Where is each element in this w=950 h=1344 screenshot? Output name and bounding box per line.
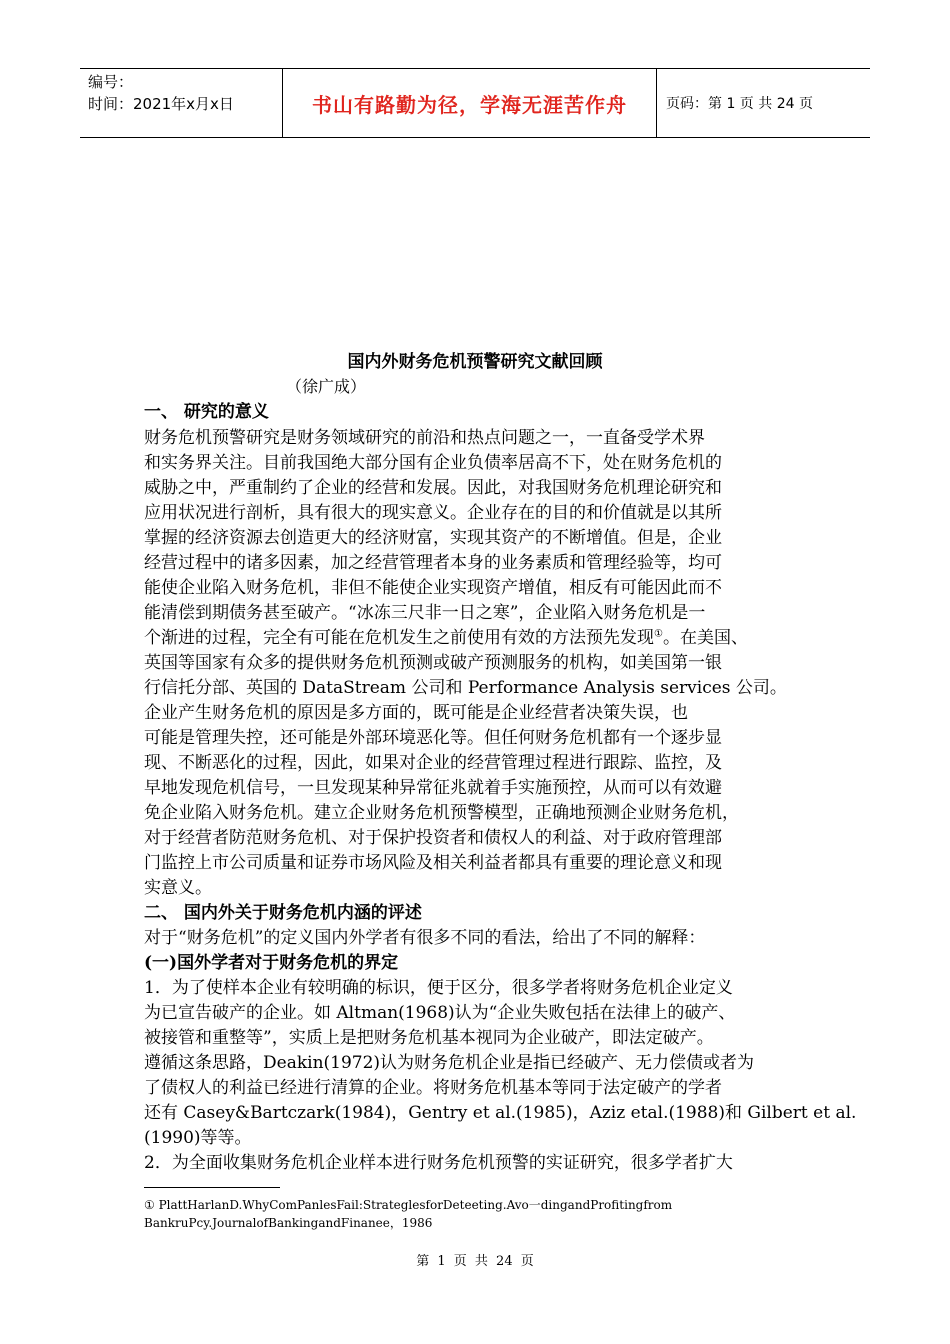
page-number: 第 1 页 共 24 页 [416,1254,534,1269]
text-line: 门监控上市公司质量和证券市场风险及相关利益者都具有重要的理论意义和现 [144,853,722,873]
text-line: (1990)等等。 [144,1128,252,1148]
text-line: 能清偿到期债务甚至破产。“冰冻三尺非一日之寒”，企业陷入财务危机是一 [144,603,706,623]
text-line: 企业产生财务危机的原因是多方面的，既可能是企业经营者决策失误，也 [144,703,688,723]
text-line: 和实务界关注。目前我国绝大部分国有企业负债率居高不下，处在财务危机的 [144,453,722,473]
header-meta [88,71,278,115]
text-line: 财务危机预警研究是财务领域研究的前沿和热点问题之一，一直备受学术界 [144,428,705,448]
text-line: 经营过程中的诸多因素，加之经营管理者本身的业务素质和管理经验等，均可 [144,553,722,573]
header-page-info: 页码：第 1 页 共 24 页 [666,96,813,112]
text-line: 行信托分部、英国的 DataStream 公司和 Performance Analysis services 公司。 [144,678,787,698]
text-line: 应用状况进行剖析，具有很大的现实意义。企业存在的目的和价值就是以其所 [144,503,722,523]
author: （徐广成） [286,377,367,396]
time-label: 时间：2021年x月x日 [88,95,234,113]
text-line: 遵循这条思路，Deakin(1972)认为财务危机企业是指已经破产、无力偿债或者为 [144,1053,755,1073]
text-line: 可能是管理失控，还可能是外部环境恶化等。但任何财务危机都有一个逐步显 [144,728,722,748]
text-line: 2．为全面收集财务危机企业样本进行财务危机预警的实证研究，很多学者扩大 [144,1153,733,1173]
text-line: 能使企业陷入财务危机，非但不能使企业实现资产增值，相反有可能因此而不 [144,578,722,598]
section-heading: 一、 研究的意义 [144,402,269,422]
text-line: 英国等国家有众多的提供财务危机预测或破产预测服务的机构，如美国第一银 [144,653,722,673]
text-line: 威胁之中，严重制约了企业的经营和发展。因此，对我国财务危机理论研究和 [144,478,722,498]
text-line: 对于“财务危机”的定义国内外学者有很多不同的看法，给出了不同的解释： [144,928,706,948]
text-line: 对于经营者防范财务危机、对于保护投资者和债权人的利益、对于政府管理部 [144,828,722,848]
footnote-text: BankruPcy.JournalofBankingandFinanee，1986 [144,1216,433,1230]
text-line: 早地发现危机信号，一旦发现某种异常征兆就着手实施预控，从而可以有效避 [144,778,722,798]
text-line: 为已宣告破产的企业。如 Altman(1968)认为“企业失败包括在法律上的破产、 [144,1003,736,1023]
text-line: 1．为了使样本企业有较明确的标识，便于区分，很多学者将财务危机企业定义 [144,978,733,998]
footnote-separator [144,1187,280,1188]
header-motto: 书山有路勤为径，学海无涯苦作舟 [312,92,627,117]
footnote-text: ① PlattHarlanD.WhyComPanlesFail:StrateglesforDeteeting.Avo一dingandProfitingfrom [144,1198,673,1212]
text-run: 。在美国、 [662,628,748,648]
document-header [80,68,870,138]
text-line: 实意义。 [144,878,212,898]
text-run: 个渐进的过程，完全有可能在危机发生之前使用有效的方法预先发现 [144,628,654,648]
text-line: 现、不断恶化的过程，因此，如果对企业的经营管理过程进行跟踪、监控，及 [144,753,722,773]
text-line: 还有 Casey&Bartczark(1984)，Gentry et al.(1985)，Aziz etal.(1988)和 Gilbert et al. [144,1103,857,1123]
footnote-ref[interactable]: ① [654,628,663,640]
section-heading: 二、 国内外关于财务危机内涵的评述 [144,903,422,923]
subsection-heading: (一)国外学者对于财务危机的界定 [144,953,399,973]
text-line: 掌握的经济资源去创造更大的经济财富，实现其资产的不断增值。但是，企业 [144,528,722,548]
header-divider [656,69,657,137]
text-line: 被接管和重整等”，实质上是把财务危机基本视同为企业破产，即法定破产。 [144,1028,714,1048]
text-line [144,623,748,648]
document-title: 国内外财务危机预警研究文献回顾 [347,352,603,372]
code-label: 编号： [88,73,134,91]
text-line: 了债权人的利益已经进行清算的企业。将财务危机基本等同于法定破产的学者 [144,1078,722,1098]
text-line: 免企业陷入财务危机。建立企业财务危机预警模型，正确地预测企业财务危机， [144,803,739,823]
